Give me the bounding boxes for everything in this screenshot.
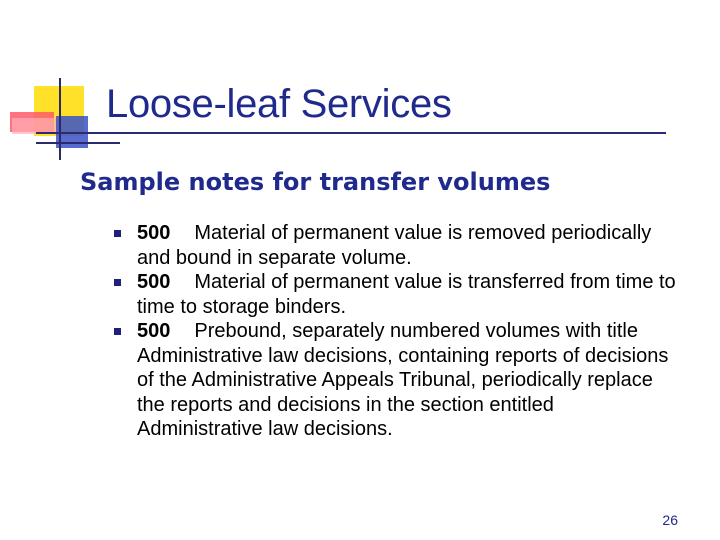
classification-number: 500 bbox=[137, 320, 171, 342]
classification-number: 500 bbox=[137, 271, 171, 293]
square-bullet-icon bbox=[114, 328, 121, 335]
page-number: 26 bbox=[662, 512, 678, 528]
bullet-text: Prebound, separately numbered volumes with title Administrative law decisions, containing reports of decisions of the Administrative Appeals Tribunal, periodically replace the reports and decisions in the section entitled Administrative law decisions. bbox=[137, 320, 669, 440]
slide-title: Loose-leaf Services bbox=[106, 82, 452, 126]
bullet-text: Material of permanent value is transferred from time to time to storage binders. bbox=[137, 271, 676, 318]
slide-subtitle: Sample notes for transfer volumes bbox=[80, 168, 551, 196]
bullet-text: Material of permanent value is removed periodically and bound in separate volume. bbox=[137, 222, 652, 269]
bullet-item bbox=[112, 270, 682, 319]
decorative-title-graphic bbox=[0, 0, 120, 170]
square-bullet-icon bbox=[114, 279, 121, 286]
bullet-item bbox=[112, 221, 682, 270]
classification-number: 500 bbox=[137, 222, 171, 244]
bullet-item bbox=[112, 319, 682, 442]
square-bullet-icon bbox=[114, 230, 121, 237]
title-underline bbox=[36, 132, 666, 134]
bullet-list bbox=[112, 221, 682, 442]
